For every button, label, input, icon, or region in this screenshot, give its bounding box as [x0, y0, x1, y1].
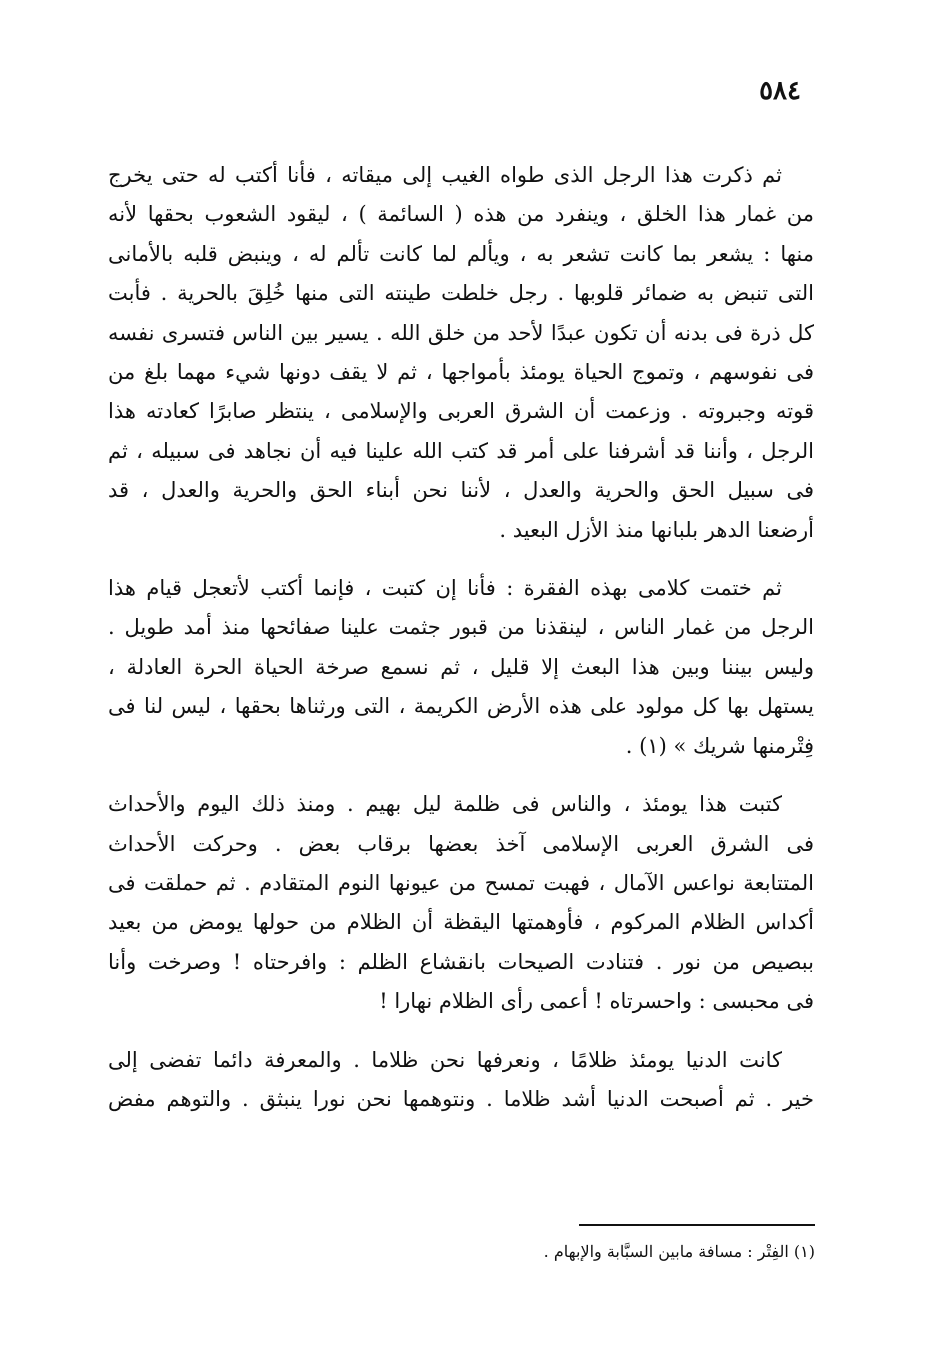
text-line: من غمار هذا الخلق ، وينفرد من هذه ( السائمة ) ، ليقود الشعوب بحقها لأنه	[108, 202, 814, 227]
page-number: ٥٨٤	[759, 76, 801, 106]
text-line: وليس بيننا وبين هذا البعث إلا قليل ، ثم نسمع صرخة الحياة الحرة العادلة ،	[108, 654, 814, 679]
paragraph-2	[108, 569, 814, 766]
text-line: الرجل ، وأننا قد أشرفنا على أمر قد كتب الله علينا فيه أن نجاهد فى سبيله ، ثم	[108, 438, 814, 463]
text-line: التى تنبض به ضمائر قلوبها . رجل خلطت طينته التى منها خُلِقَ بالحرية . فأبت	[108, 281, 814, 306]
footnote-divider	[579, 1224, 815, 1226]
paragraph-1	[108, 156, 814, 550]
text-line: خير . ثم أصبحت الدنيا أشد ظلاما . ونتوهمها نحن نورا ينبثق . والتوهم مفض	[108, 1086, 814, 1111]
text-line: فى سبيل الحق والحرية والعدل ، لأننا نحن أبناء الحق والحرية والعدل ، قد	[108, 478, 814, 503]
footnote: (١) الفِتْر : مسافة مابين السبَّابة والإبهام .	[543, 1242, 815, 1261]
text-line: أرضعنا الدهر بلبانها منذ الأزل البعيد .	[499, 517, 814, 542]
text-line: المتتابعة نواعس الآمال ، فهبت تمسح من عيونها النوم المتقادم . ثم حملقت فى	[108, 870, 814, 895]
text-line: ثم ذكرت هذا الرجل الذى طواه الغيب إلى ميقاته ، فأنا أكتب له حتى يخرج	[108, 163, 782, 187]
text-line: كل ذرة فى بدنه أن تكون عبدًا لأحد من خلق الله . يسير بين الناس فتسرى نفسه	[108, 320, 814, 345]
text-line: فِتْرمنها شريك » (١) .	[625, 733, 814, 758]
text-line: يستهل بها كل مولود على هذه الأرض الكريمة ، التى ورثناها بحقها ، ليس لنا فى	[108, 694, 814, 719]
paragraph-3	[108, 785, 814, 1021]
text-line: فى الشرق العربى الإسلامى آخذ بعضها برقاب بعض . وحركت الأحداث	[108, 831, 814, 856]
text-line: فى محبسى : واحسرتاه ! أعمى رأى الظلام نهارا !	[379, 989, 814, 1014]
text-line: كتبت هذا يومئذ ، والناس فى ظلمة ليل بهيم . ومنذ ذلك اليوم والأحداث	[108, 792, 782, 817]
text-line: ببصيص من نور . فتنادت الصيحات بانقشاع الظلم : وافرحتاه ! وصرخت وأنا	[108, 949, 814, 974]
paragraph-4	[108, 1041, 814, 1120]
body-text	[108, 156, 814, 1138]
text-line: ثم ختمت كلامى بهذه الفقرة : فأنا إن كتبت ، فإنما أكتب لأتعجل قيام هذا	[108, 576, 782, 601]
text-line: أكداس الظلام المركوم ، فأوهمتها اليقظة أن الظلام من حولها يومض من بعيد	[108, 910, 814, 935]
text-line: الرجل من غمار الناس ، لينقذنا من قبور جثمت علينا صفائحها منذ أمد طويل .	[108, 615, 814, 640]
text-line: فى نفوسهم ، وتموج الحياة يومئذ بأمواجها ، ثم لا يقف دونها شيء مهما بلغ من	[108, 360, 814, 385]
text-line: قوته وجبروته . وزعمت أن الشرق العربى والإسلامى ، ينتظر صابرًا كعادته هذا	[108, 399, 814, 424]
text-line: كانت الدنيا يومئذ ظلامًا ، ونعرفها نحن ظلاما . والمعرفة دائما تفضى إلى	[108, 1047, 782, 1072]
text-line: منها : يشعر بما كانت تشعر به ، ويألم لما كانت تألم له ، وينبض قلبه بالأمانى	[108, 241, 814, 266]
